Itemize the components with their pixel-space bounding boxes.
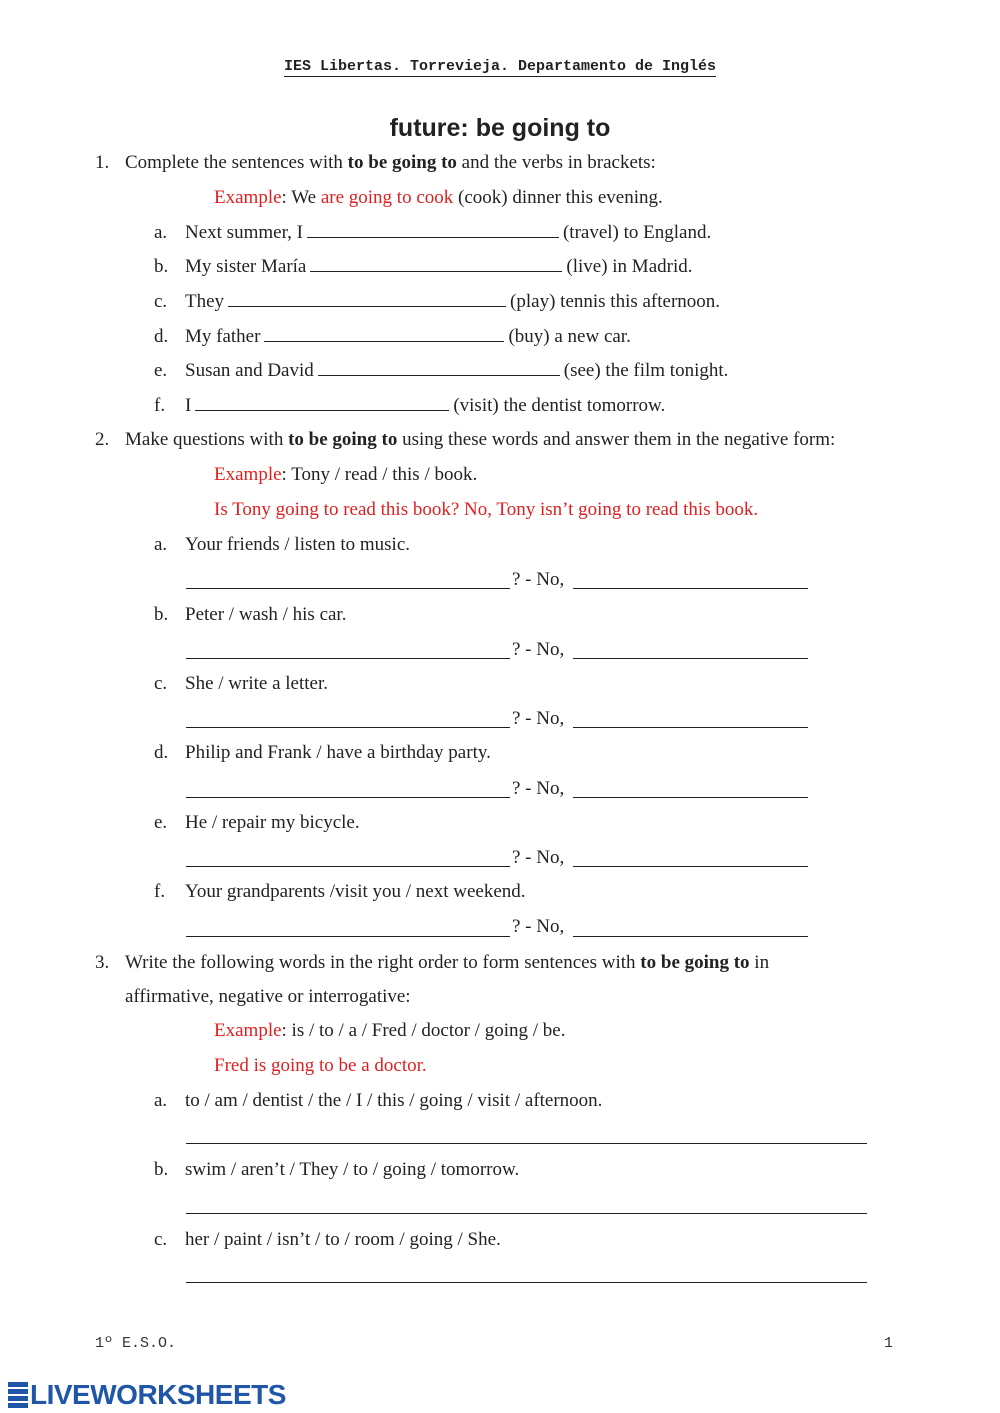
ex2-item-d-question-line[interactable] (186, 797, 510, 798)
ex2-item-e-question-line[interactable] (186, 866, 510, 867)
ex1-item-b-letter: b. (154, 256, 169, 277)
ex1-item-f-letter: f. (154, 395, 166, 416)
ex3-item-c-letter: c. (154, 1229, 168, 1250)
ex2-item-b-separator: ? - No, (512, 639, 565, 660)
header-text: IES Libertas. Torrevieja. Departamento de Inglés (283, 58, 717, 75)
ex2-item-d-separator: ? - No, (512, 778, 565, 799)
ex2-item-c-prompt: She / write a letter. (185, 673, 328, 694)
ex1-item-f-blank[interactable] (195, 396, 449, 411)
ex1-item-c-blank[interactable] (228, 292, 506, 307)
ex2-item-e-letter: e. (154, 812, 168, 833)
ex1-item-e-letter: e. (154, 360, 168, 381)
exercise-2-number: 2. (95, 429, 110, 450)
ex1-item-b-blank[interactable] (310, 257, 562, 272)
exercise-3-example-answer: Fred is going to be a doctor. (214, 1055, 427, 1076)
ex1-item-b: My sister María (live) in Madrid. (185, 256, 693, 277)
page-title: future: be going to (389, 114, 611, 142)
ex1-item-a: Next summer, I (travel) to England. (185, 222, 712, 243)
ex3-item-a-answer-line[interactable] (186, 1143, 867, 1144)
ex1-item-d-blank[interactable] (264, 327, 504, 342)
ex2-item-a-prompt: Your friends / listen to music. (185, 534, 411, 555)
ex1-item-d: My father (buy) a new car. (185, 326, 631, 347)
footer-page-number: 1 (884, 1335, 894, 1352)
ex2-item-b-question-line[interactable] (186, 658, 510, 659)
exercise-2-example: Example: Tony / read / this / book. (214, 464, 478, 485)
exercise-1-example: Example: We are going to cook (cook) dinner this evening. (214, 187, 663, 208)
exercise-3-instruction-line2: affirmative, negative or interrogative: (125, 986, 411, 1007)
liveworksheets-logo[interactable] (8, 1379, 286, 1411)
ex2-item-f-separator: ? - No, (512, 916, 565, 937)
ex2-item-e-separator: ? - No, (512, 847, 565, 868)
ex2-item-c-answer-line[interactable] (573, 727, 808, 728)
liveworksheets-logo-icon (8, 1382, 28, 1408)
ex2-item-d-letter: d. (154, 742, 169, 763)
ex3-item-a-prompt: to / am / dentist / the / I / this / going / visit / afternoon. (185, 1090, 603, 1111)
ex2-item-b-letter: b. (154, 604, 169, 625)
ex3-item-b-letter: b. (154, 1159, 169, 1180)
ex1-item-c: They (play) tennis this afternoon. (185, 291, 721, 312)
ex3-item-b-answer-line[interactable] (186, 1213, 867, 1214)
ex1-item-f: I (visit) the dentist tomorrow. (185, 395, 666, 416)
ex3-item-c-prompt: her / paint / isn’t / to / room / going / She. (185, 1229, 501, 1250)
ex2-item-a-letter: a. (154, 534, 168, 555)
ex2-item-c-separator: ? - No, (512, 708, 565, 729)
exercise-3-instruction: Write the following words in the right order to form sentences with to be going to in (125, 952, 770, 973)
ex2-item-b-answer-line[interactable] (573, 658, 808, 659)
exercise-3-example: Example: is / to / a / Fred / doctor / going / be. (214, 1020, 566, 1041)
ex2-item-e-prompt: He / repair my bicycle. (185, 812, 360, 833)
ex3-item-c-answer-line[interactable] (186, 1282, 867, 1283)
ex1-item-a-blank[interactable] (307, 223, 559, 238)
ex2-item-f-answer-line[interactable] (573, 936, 808, 937)
ex2-item-e-answer-line[interactable] (573, 866, 808, 867)
ex2-item-a-question-line[interactable] (186, 588, 510, 589)
exercise-1-instruction: Complete the sentences with to be going to and the verbs in brackets: (125, 152, 656, 173)
ex1-item-d-letter: d. (154, 326, 169, 347)
exercise-2-instruction: Make questions with to be going to using these words and answer them in the negative form: (125, 429, 836, 450)
exercise-3-number: 3. (95, 952, 110, 973)
ex2-item-f-letter: f. (154, 881, 166, 902)
ex1-item-e: Susan and David (see) the film tonight. (185, 360, 729, 381)
ex3-item-b-prompt: swim / aren’t / They / to / going / tomorrow. (185, 1159, 520, 1180)
ex2-item-f-question-line[interactable] (186, 936, 510, 937)
exercise-1-number: 1. (95, 152, 110, 173)
ex2-item-d-answer-line[interactable] (573, 797, 808, 798)
ex1-item-e-blank[interactable] (318, 361, 560, 376)
footer-course: 1º E.S.O. (95, 1335, 177, 1352)
ex2-item-c-question-line[interactable] (186, 727, 510, 728)
liveworksheets-logo-text: LIVEWORKSHEETS (30, 1379, 286, 1410)
ex3-item-a-letter: a. (154, 1090, 168, 1111)
ex2-item-a-separator: ? - No, (512, 569, 565, 590)
ex2-item-a-answer-line[interactable] (573, 588, 808, 589)
ex2-item-c-letter: c. (154, 673, 168, 694)
exercise-2-example-answer: Is Tony going to read this book? No, Tony isn’t going to read this book. (214, 499, 759, 520)
ex2-item-d-prompt: Philip and Frank / have a birthday party. (185, 742, 491, 763)
page-header (0, 58, 1000, 75)
ex2-item-f-prompt: Your grandparents /visit you / next weekend. (185, 881, 526, 902)
ex1-item-c-letter: c. (154, 291, 168, 312)
ex1-item-a-letter: a. (154, 222, 168, 243)
ex2-item-b-prompt: Peter / wash / his car. (185, 604, 347, 625)
